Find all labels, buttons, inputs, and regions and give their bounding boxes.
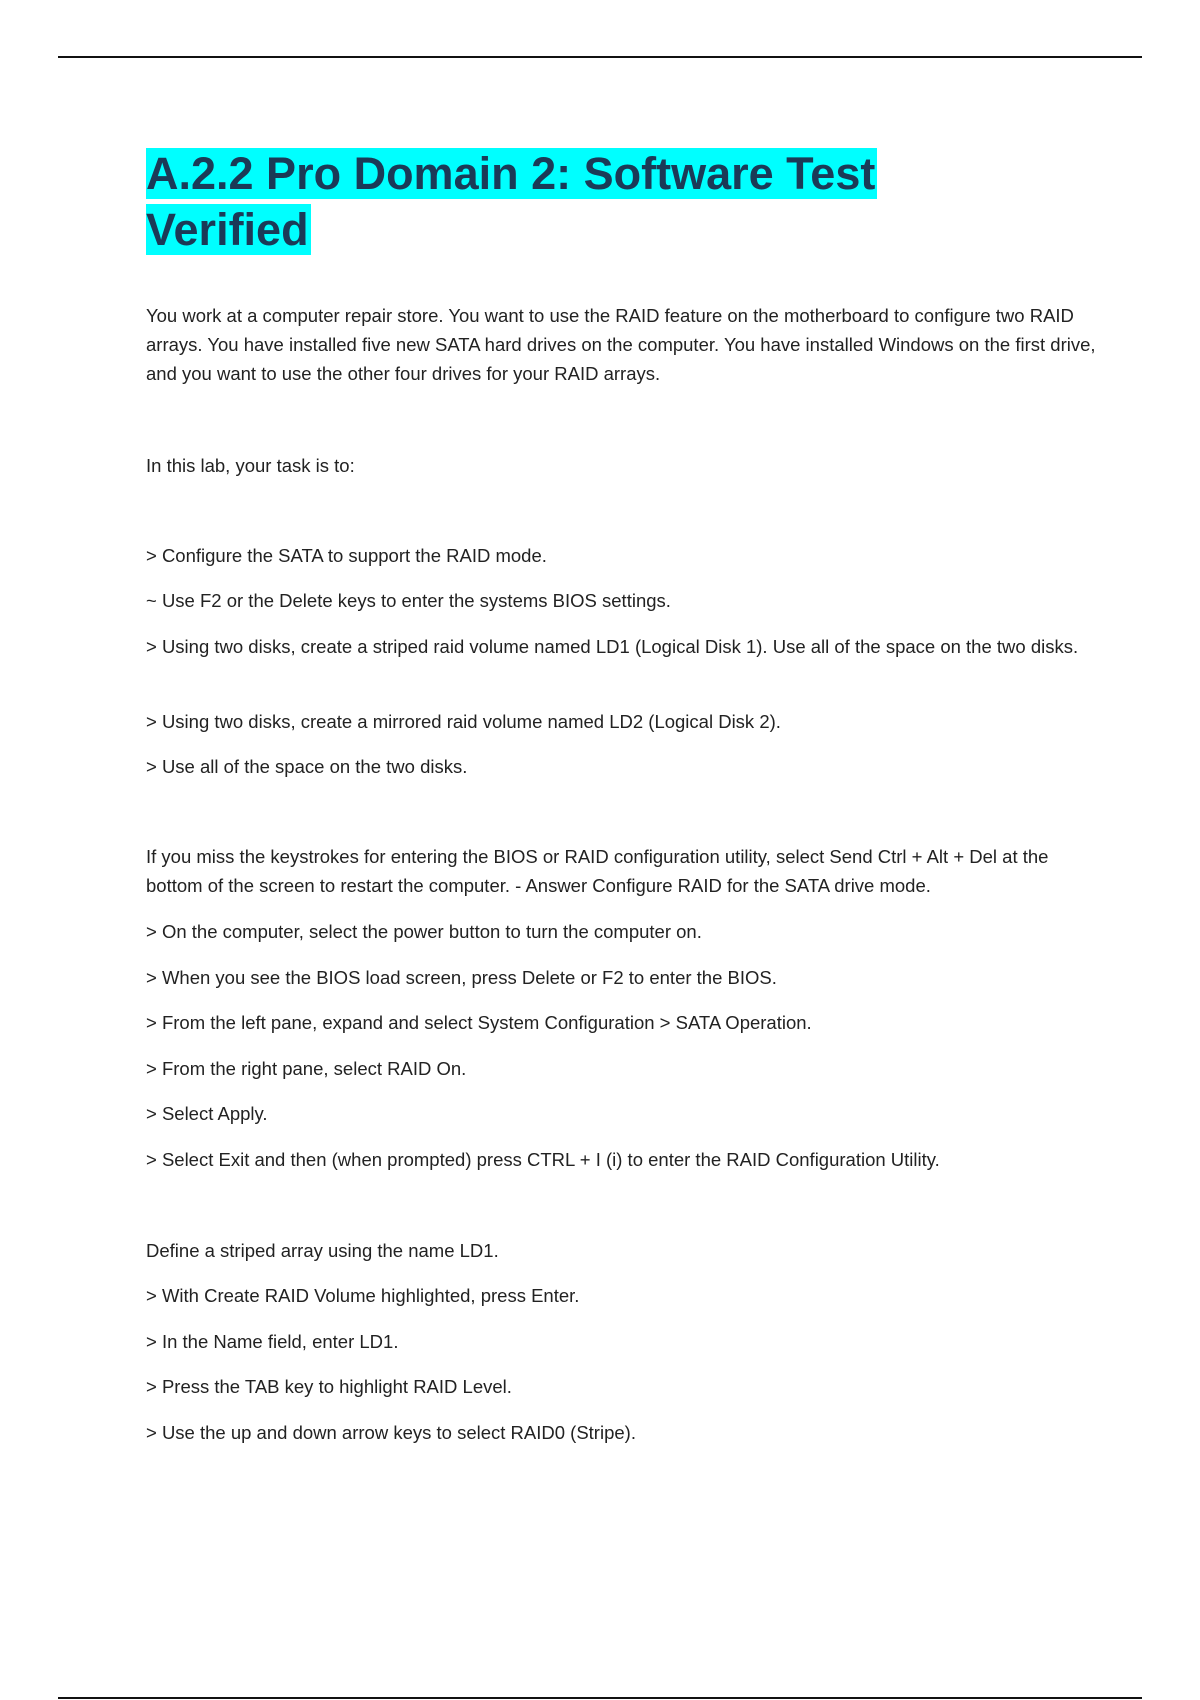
step-item: > When you see the BIOS load screen, press Delete or F2 to enter the BIOS. <box>146 967 777 988</box>
step-item: > From the left pane, expand and select System Configuration > SATA Operation. <box>146 1012 812 1033</box>
step-item: > From the right pane, select RAID On. <box>146 1058 467 1079</box>
task-item: > Using two disks, create a striped raid volume named LD1 (Logical Disk 1). Use all of the space on the two disks. <box>146 636 1079 657</box>
answer-paragraph: If you miss the keystrokes for entering the BIOS or RAID configuration utility, select Send Ctrl + Alt + Del at the bottom of the screen to restart the computer. - Answer Configure RAID for the SATA drive mode. <box>146 846 1049 896</box>
task-heading: In this lab, your task is to: <box>146 455 355 476</box>
step-item: > With Create RAID Volume highlighted, press Enter. <box>146 1285 580 1306</box>
task-item: ~ Use F2 or the Delete keys to enter the systems BIOS settings. <box>146 590 671 611</box>
task-item: > Use all of the space on the two disks. <box>146 756 468 777</box>
page-title <box>146 146 877 258</box>
task-item: > Using two disks, create a mirrored raid volume named LD2 (Logical Disk 2). <box>146 711 781 732</box>
intro-paragraph: You work at a computer repair store. You want to use the RAID feature on the motherboard to configure two RAID arrays. You have installed five new SATA hard drives on the computer. You have installed Windows on the first drive, and you want to use the other four drives for your RAID arrays. <box>146 305 1096 384</box>
step-item: > Select Exit and then (when prompted) press CTRL + I (i) to enter the RAID Configuration Utility. <box>146 1149 940 1170</box>
step-item: > Press the TAB key to highlight RAID Level. <box>146 1376 512 1397</box>
step-item: > On the computer, select the power button to turn the computer on. <box>146 921 702 942</box>
title-line-2: Verified <box>146 204 309 255</box>
task-item: > Configure the SATA to support the RAID mode. <box>146 545 547 566</box>
bottom-rule <box>58 1697 1142 1699</box>
step-item: > Select Apply. <box>146 1103 268 1124</box>
section-heading: Define a striped array using the name LD1. <box>146 1240 499 1261</box>
step-item: > Use the up and down arrow keys to select RAID0 (Stripe). <box>146 1422 636 1443</box>
top-rule <box>58 56 1142 58</box>
step-item: > In the Name field, enter LD1. <box>146 1331 399 1352</box>
title-line-1: A.2.2 Pro Domain 2: Software Test <box>146 148 876 199</box>
